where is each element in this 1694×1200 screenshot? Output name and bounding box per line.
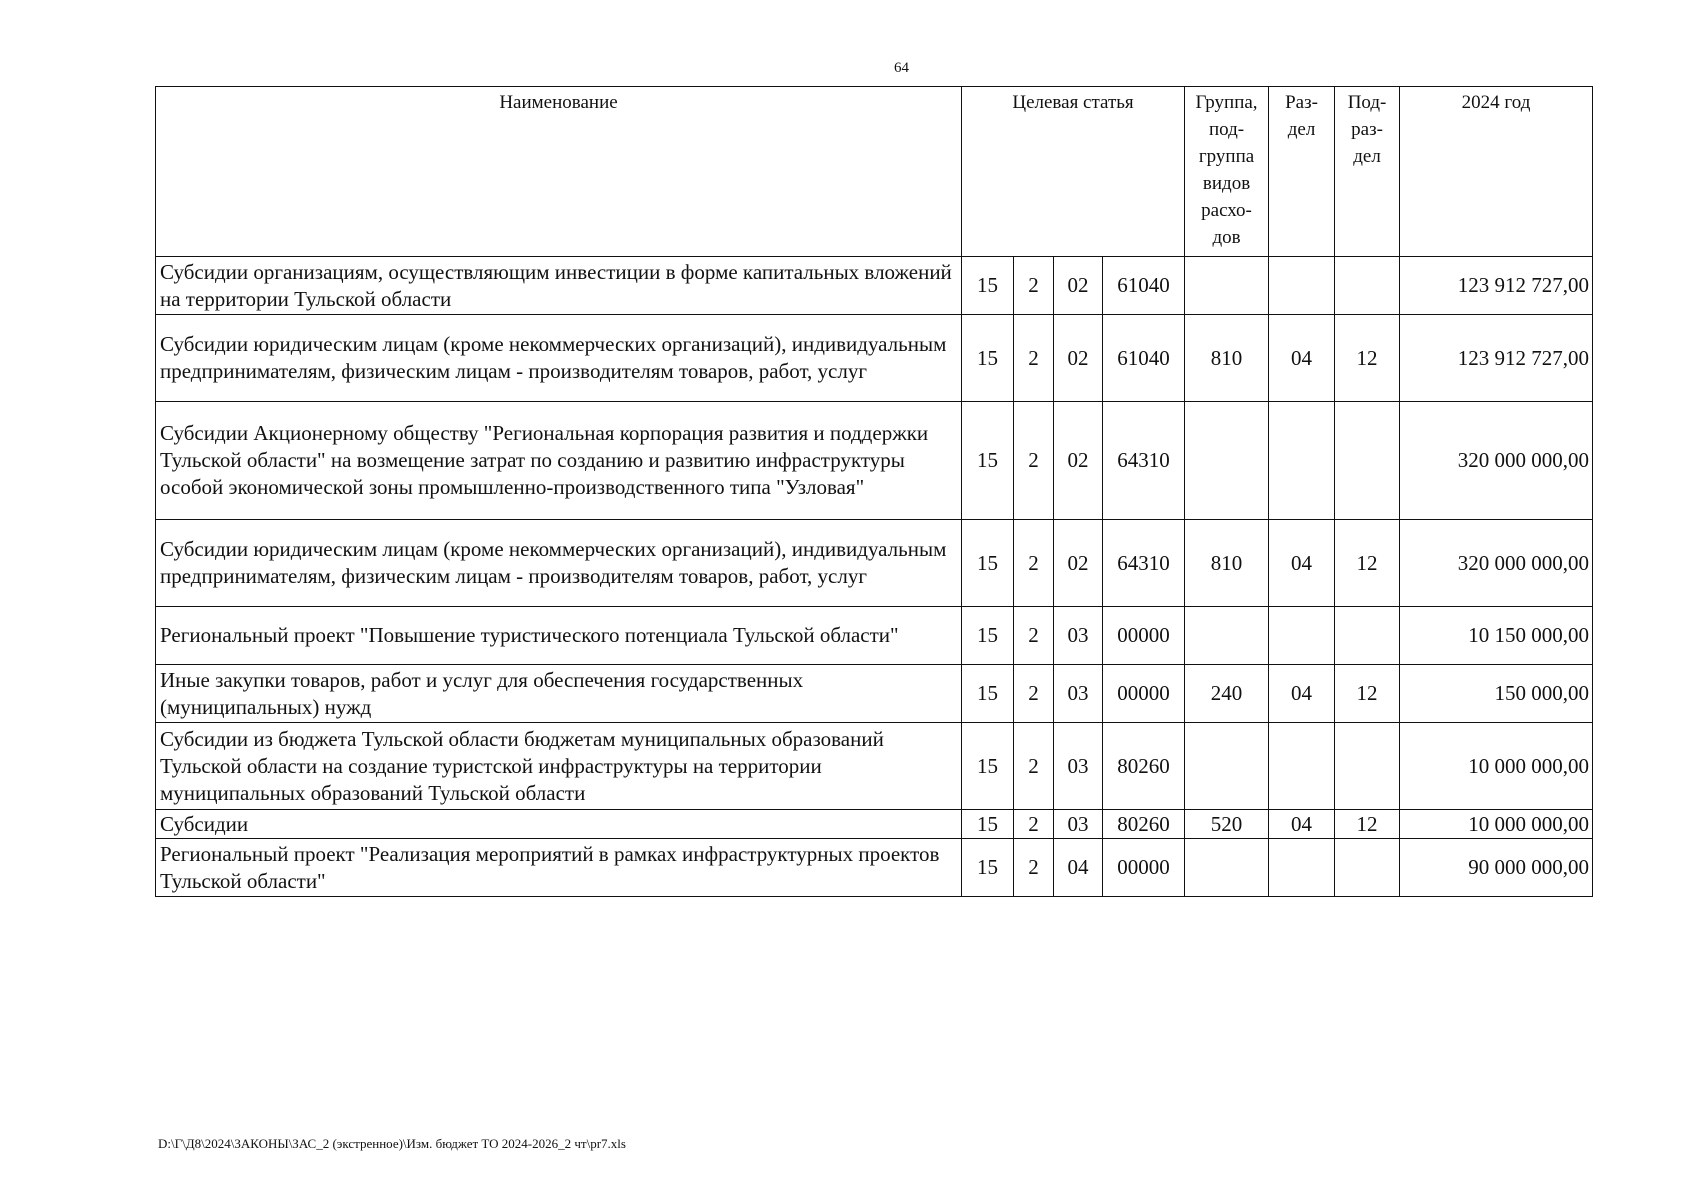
expense-group: 810: [1185, 315, 1269, 402]
target-article-part-4: 61040: [1103, 257, 1185, 315]
target-article-part-4: 64310: [1103, 402, 1185, 520]
expense-group: [1185, 723, 1269, 810]
section-code: 04: [1269, 665, 1335, 723]
row-name: Субсидии: [156, 810, 962, 839]
target-article-part-2: 2: [1014, 315, 1054, 402]
page-number: 64: [894, 60, 909, 76]
target-article-part-1: 15: [962, 315, 1014, 402]
amount-2024: 123 912 727,00: [1400, 315, 1593, 402]
target-article-part-3: 03: [1054, 810, 1103, 839]
target-article-part-4: 80260: [1103, 723, 1185, 810]
amount-2024: 150 000,00: [1400, 665, 1593, 723]
row-name: Иные закупки товаров, работ и услуг для обеспечения государственных (муниципальных) нужд: [156, 665, 962, 723]
expense-group: [1185, 839, 1269, 897]
target-article-part-1: 15: [962, 257, 1014, 315]
target-article-part-2: 2: [1014, 520, 1054, 607]
subsection-code: [1335, 402, 1400, 520]
target-article-part-4: 64310: [1103, 520, 1185, 607]
expense-group: [1185, 402, 1269, 520]
budget-table: [155, 86, 1593, 897]
row-name: Региональный проект "Реализация мероприятий в рамках инфраструктурных проектов Тульской области": [156, 839, 962, 897]
row-name: Субсидии Акционерному обществу "Региональная корпорация развития и поддержки Тульской области" на возмещение затрат по созданию и развитию инфраструктуры особой экономической зоны промышленно-производственного типа "Узловая": [156, 402, 962, 520]
amount-2024: 10 000 000,00: [1400, 810, 1593, 839]
target-article-part-4: 00000: [1103, 665, 1185, 723]
expense-group: 810: [1185, 520, 1269, 607]
table-row: [156, 839, 1593, 897]
amount-2024: 320 000 000,00: [1400, 402, 1593, 520]
target-article-part-2: 2: [1014, 839, 1054, 897]
target-article-part-4: 61040: [1103, 315, 1185, 402]
amount-2024: 90 000 000,00: [1400, 839, 1593, 897]
subsection-code: [1335, 607, 1400, 665]
target-article-part-1: 15: [962, 402, 1014, 520]
header-year: 2024 год: [1400, 87, 1593, 257]
section-code: [1269, 839, 1335, 897]
table-row: [156, 402, 1593, 520]
target-article-part-3: 03: [1054, 665, 1103, 723]
footer-file-path: D:\Г\Д8\2024\ЗАКОНЫ\ЗАС_2 (экстренное)\Изм. бюджет ТО 2024-2026_2 чт\pr7.xls: [158, 1136, 626, 1151]
section-code: 04: [1269, 315, 1335, 402]
section-code: [1269, 257, 1335, 315]
target-article-part-1: 15: [962, 839, 1014, 897]
table-row: [156, 315, 1593, 402]
expense-group: [1185, 607, 1269, 665]
header-section: Раз-дел: [1269, 87, 1335, 257]
target-article-part-3: 03: [1054, 607, 1103, 665]
amount-2024: 320 000 000,00: [1400, 520, 1593, 607]
table-row: [156, 665, 1593, 723]
section-code: 04: [1269, 810, 1335, 839]
row-name: Субсидии из бюджета Тульской области бюджетам муниципальных образований Тульской области на создание туристской инфраструктуры на территории муниципальных образований Тульской области: [156, 723, 962, 810]
target-article-part-2: 2: [1014, 257, 1054, 315]
expense-group: 520: [1185, 810, 1269, 839]
subsection-code: 12: [1335, 520, 1400, 607]
target-article-part-2: 2: [1014, 607, 1054, 665]
target-article-part-1: 15: [962, 810, 1014, 839]
target-article-part-3: 02: [1054, 257, 1103, 315]
header-group: Группа, под-группа видов расхо-дов: [1185, 87, 1269, 257]
subsection-code: 12: [1335, 810, 1400, 839]
row-name: Субсидии организациям, осуществляющим инвестиции в форме капитальных вложений на территории Тульской области: [156, 257, 962, 315]
target-article-part-4: 00000: [1103, 839, 1185, 897]
target-article-part-3: 02: [1054, 315, 1103, 402]
amount-2024: 123 912 727,00: [1400, 257, 1593, 315]
target-article-part-3: 04: [1054, 839, 1103, 897]
subsection-code: [1335, 257, 1400, 315]
table-row: [156, 257, 1593, 315]
target-article-part-2: 2: [1014, 665, 1054, 723]
target-article-part-1: 15: [962, 607, 1014, 665]
table-row: [156, 810, 1593, 839]
row-name: Субсидии юридическим лицам (кроме некоммерческих организаций), индивидуальным предпринимателям, физическим лицам - производителям товаров, работ, услуг: [156, 520, 962, 607]
section-code: [1269, 402, 1335, 520]
header-subsection: Под-раз-дел: [1335, 87, 1400, 257]
target-article-part-1: 15: [962, 520, 1014, 607]
header-target-article: Целевая статья: [962, 87, 1185, 257]
target-article-part-2: 2: [1014, 402, 1054, 520]
target-article-part-1: 15: [962, 665, 1014, 723]
table-row: [156, 520, 1593, 607]
target-article-part-4: 00000: [1103, 607, 1185, 665]
section-code: [1269, 723, 1335, 810]
header-name: Наименование: [156, 87, 962, 257]
row-name: Региональный проект "Повышение туристического потенциала Тульской области": [156, 607, 962, 665]
target-article-part-3: 02: [1054, 402, 1103, 520]
section-code: 04: [1269, 520, 1335, 607]
amount-2024: 10 000 000,00: [1400, 723, 1593, 810]
subsection-code: 12: [1335, 665, 1400, 723]
target-article-part-2: 2: [1014, 810, 1054, 839]
expense-group: [1185, 257, 1269, 315]
subsection-code: 12: [1335, 315, 1400, 402]
target-article-part-2: 2: [1014, 723, 1054, 810]
amount-2024: 10 150 000,00: [1400, 607, 1593, 665]
subsection-code: [1335, 839, 1400, 897]
row-name: Субсидии юридическим лицам (кроме некоммерческих организаций), индивидуальным предпринимателям, физическим лицам - производителям товаров, работ, услуг: [156, 315, 962, 402]
target-article-part-1: 15: [962, 723, 1014, 810]
table-header-row: [156, 87, 1593, 257]
target-article-part-3: 02: [1054, 520, 1103, 607]
subsection-code: [1335, 723, 1400, 810]
section-code: [1269, 607, 1335, 665]
target-article-part-4: 80260: [1103, 810, 1185, 839]
target-article-part-3: 03: [1054, 723, 1103, 810]
table-row: [156, 723, 1593, 810]
expense-group: 240: [1185, 665, 1269, 723]
table-row: [156, 607, 1593, 665]
